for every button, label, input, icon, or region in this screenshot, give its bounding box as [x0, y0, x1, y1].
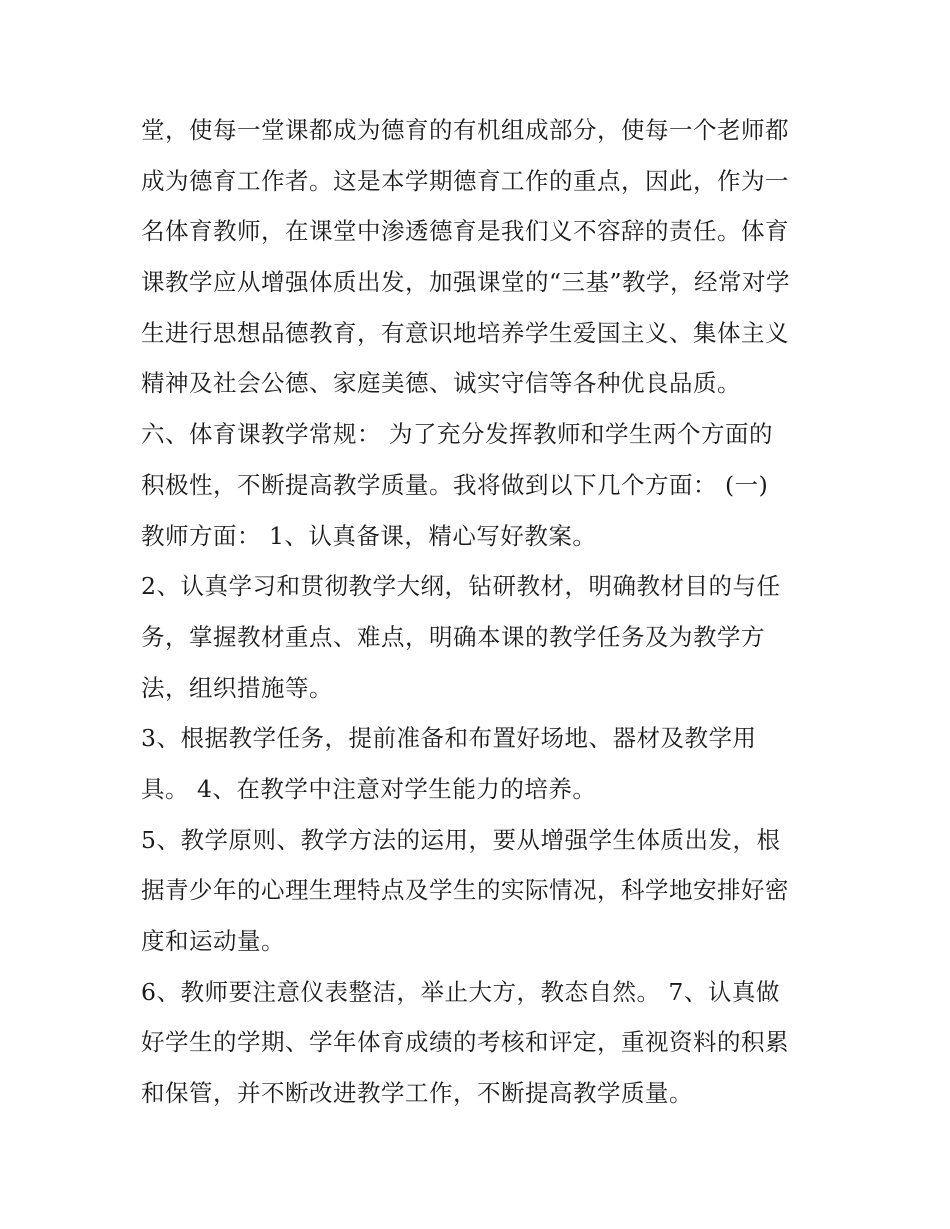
- body-text: [141, 105, 821, 1119]
- text-line: 教师方面： 1、认真备课，精心写好教案。: [141, 521, 597, 550]
- text-line: 成为德育工作者。这是本学期德育工作的重点，因此，作为一: [141, 166, 789, 195]
- text-line: 和保管，并不断改进教学工作，不断提高教学质量。: [141, 1079, 693, 1108]
- section-heading-line: 六、体育课教学常规： 为了充分发挥教师和学生两个方面的: [141, 420, 773, 449]
- text-line: 堂，使每一堂课都成为德育的有机组成部分，使每一个老师都: [141, 116, 789, 144]
- text-line: 精神及社会公德、家庭美德、诚实守信等各种优良品质。: [141, 369, 741, 398]
- list-item-line: 5、教学原则、教学方法的运用，要从增强学生体质出发，根: [141, 825, 781, 854]
- text-line: 课教学应从增强体质出发，加强课堂的“三基”教学，经常对学: [141, 268, 791, 297]
- text-line: 据青少年的心理生理特点及学生的实际情况，科学地安排好密: [141, 876, 789, 905]
- text-line: 生进行思想品德教育，有意识地培养学生爱国主义、集体主义: [141, 318, 789, 347]
- text-line: 好学生的学期、学年体育成绩的考核和评定，重视资料的积累: [141, 1028, 789, 1057]
- list-item-line: 6、教师要注意仪表整洁，举止大方，教态自然。 7、认真做: [141, 977, 780, 1006]
- text-line: 度和运动量。: [141, 927, 285, 955]
- text-line: 名体育教师，在课堂中渗透德育是我们义不容辞的责任。体育: [141, 217, 789, 246]
- list-item-line: 3、根据教学任务，提前准备和布置好场地、器材及教学用: [141, 724, 757, 753]
- text-line: 具。 4、在教学中注意对学生能力的培养。: [141, 774, 597, 803]
- list-item-line: 2、认真学习和贯彻教学大纲，钻研教材，明确教材目的与任: [141, 572, 781, 601]
- text-line: 务，掌握教材重点、难点，明确本课的教学任务及为教学方: [141, 622, 765, 651]
- text-line: 法，组织措施等。: [141, 673, 333, 702]
- text-line: 积极性，不断提高教学质量。我将做到以下几个方面： (一): [141, 470, 769, 499]
